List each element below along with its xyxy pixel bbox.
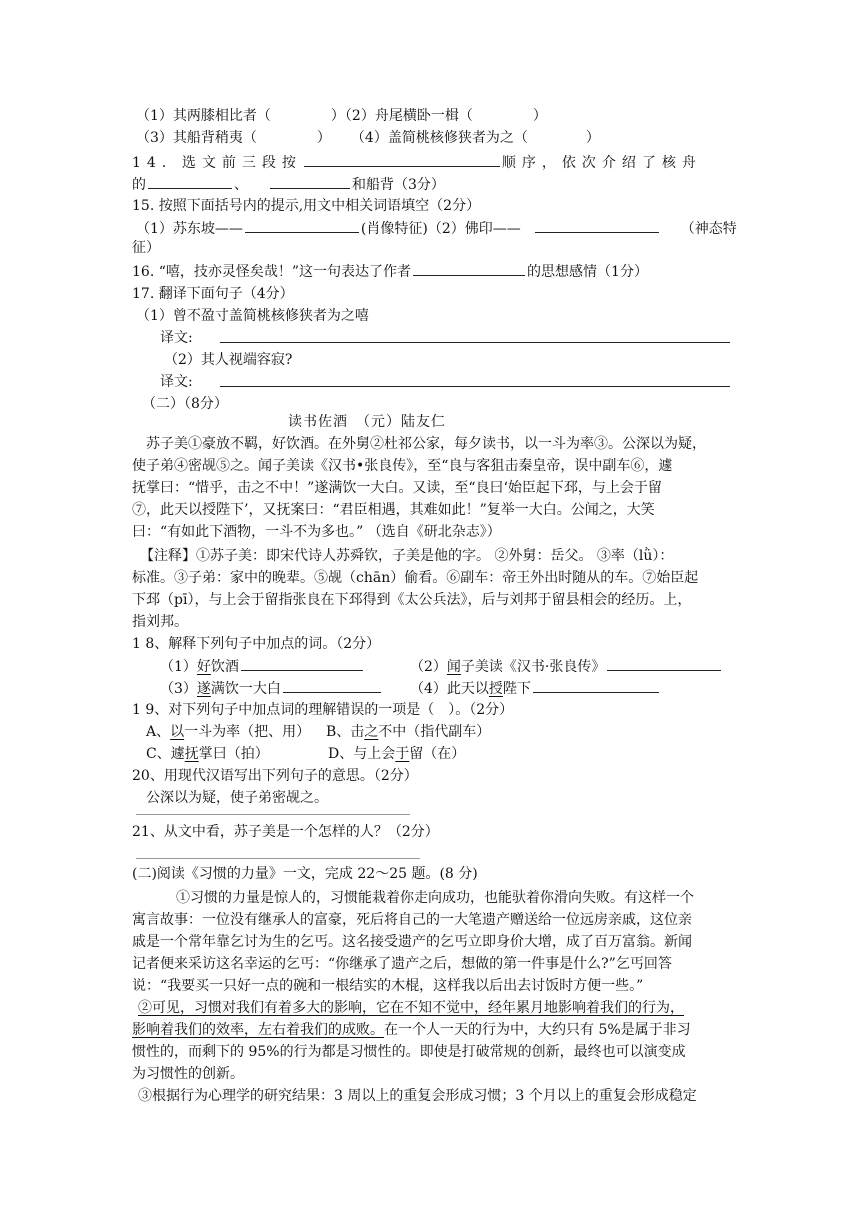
q17-sentence-1: （1）曾不盈寸盖简桃核修狭者为之嘻 — [136, 308, 369, 324]
q17-answer-line-2[interactable] — [220, 386, 730, 387]
q15-line-2: 征） — [132, 240, 160, 256]
q16: 16. “嘻，技亦灵怪矣哉！”这一句表达了作者 的思想感情（1分） — [132, 261, 648, 282]
q13-line-1: （1）其两膝相比者（ ）（2）舟尾横卧一楫（ ） — [136, 108, 547, 124]
q19-heading: 1 9、对下列句子中加点词的理解错误的一项是（ ）。（2分） — [132, 702, 514, 718]
q17-answer-line-1[interactable] — [220, 342, 730, 343]
article-line-6: ②可见，习惯对我们有着多大的影响，它在不知不觉中，经年累月地影响着我们的行为， — [138, 1000, 684, 1016]
article-line-10: ③根据行为心理学的研究结果：3 周以上的重复会形成习惯；3 个月以上的重复会形成稳定 — [138, 1088, 697, 1104]
q18-item-4: （4）此天以授陛下 — [410, 678, 661, 699]
q15-heading: 15. 按照下面括号内的提示,用文中相关词语填空（2分） — [132, 198, 481, 214]
article-line-1: ①习惯的力量是惊人的，习惯能栽着你走向成功，也能驮着你滑向失败。有这样一个 — [176, 890, 694, 906]
q17-sentence-2: （2）其人视端容寂? — [164, 352, 293, 368]
note-line-2: 标准。③子弟：家中的晚辈。⑤觇（chān）偷看。⑥副车：帝王外出时随从的车。⑦始臣起 — [132, 570, 699, 586]
article-line-4: 记者便来采访这名幸运的乞丐：“你继承了遗产之后，想做的第一件事是什么?”乞丐回答 — [132, 956, 672, 972]
article-line-5: 说：“我要买一只好一点的碗和一根结实的木棍，这样我以后出去讨饭时方便一些。” — [132, 978, 644, 994]
note-line-4: 指刘邦。 — [132, 614, 188, 630]
q17-translation-label-1: 译文: — [160, 330, 193, 346]
article-line-2: 寓言故事：一位没有继承人的富豪，死后将自己的一大笔遗产赠送给一位远房亲戚，这位亲 — [132, 912, 692, 928]
passage-title: 读书佐酒 （元）陆友仁 — [288, 414, 446, 430]
passage-line-3: 抚掌曰：“惜乎，击之不中！”遂满饮一大白。又读，至“良曰‘始臣起下邳，与上会于留 — [132, 480, 662, 496]
q21-answer-line[interactable] — [136, 858, 420, 859]
q14-blank-1[interactable] — [148, 174, 232, 189]
section-2-heading: （二）（8分） — [142, 396, 228, 412]
q19-option-a[interactable]: A、以一斗为率（把、用） — [146, 724, 311, 740]
q17-translation-label-2: 译文: — [160, 374, 193, 390]
q14-line-2: 的 、 和船背（3分） — [132, 174, 445, 195]
section-3-heading: (二)阅读《习惯的力量》一文，完成 22～25 题。(8 分) — [132, 866, 478, 882]
passage-line-4: ⑦，此天以授陛下’，又抚案曰：“君臣相遇，其难如此！”复举一大白。公闻之，大笑 — [132, 502, 655, 518]
article-line-3: 戚是一个常年靠乞讨为生的乞丐。这名接受遗产的乞丐立即身价大增，成了百万富翁。新闻 — [132, 934, 692, 950]
q19-option-b[interactable]: B、击之不中（指代副车） — [326, 724, 491, 740]
article-line-8: 惯性的，而剩下的 95%的行为都是习惯性的。即使是打破常规的创新，最终也可以演变成 — [132, 1044, 686, 1060]
article-line-9: 为习惯性的创新。 — [132, 1066, 244, 1082]
note-line-1: 【注释】①苏子美：即宋代诗人苏舜钦，子美是他的字。 ②外舅：岳父。 ③率（lǜ）： — [140, 548, 674, 564]
passage-line-1: 苏子美①豪放不羁，好饮酒。在外舅②杜祁公家，每夕读书，以一斗为率③。公深以为疑， — [146, 436, 706, 452]
q19-option-c[interactable]: C、遽抚掌曰（拍） — [146, 746, 269, 762]
q15-blank-1[interactable] — [245, 218, 359, 233]
q18-item-2: （2）闻子美读《汉书·张良传》 — [410, 656, 723, 677]
q20-heading: 20、用现代汉语写出下列句子的意思。（2分） — [132, 768, 418, 784]
q18-blank-1[interactable] — [241, 656, 363, 671]
q17-heading: 17. 翻译下面句子（4分） — [132, 286, 294, 302]
q18-item-1: （1）好饮酒 — [160, 656, 365, 677]
q18-heading: 1 8、解释下列句子中加点的词。（2分） — [132, 636, 381, 652]
q13-line-2: （3）其船背稍夷（ ） （4）盖简桃核修狭者为之（ ） — [136, 130, 600, 146]
q21-heading: 21、从文中看，苏子美是一个怎样的人？（2分） — [132, 824, 439, 840]
article-line-7: 影响着我们的效率，左右着我们的成败。在一个人一天的行为中，大约只有 5%是属于非习 — [132, 1022, 691, 1038]
q18-item-3: （3）遂满饮一大白 — [160, 678, 383, 699]
q18-blank-3[interactable] — [283, 678, 381, 693]
q20-sentence: 公深以为疑，使子弟密觇之。 — [146, 790, 328, 806]
q19-option-d[interactable]: D、与上会于留（在） — [328, 746, 466, 762]
q14-blank-2[interactable] — [270, 174, 350, 189]
passage-line-5: 曰：“有如此下酒物，一斗不为多也。” （选自《研北杂志》） — [132, 524, 501, 540]
q15-line-1: （1）苏东坡—— (肖像特征)（2）佛印—— （神态特 — [136, 218, 737, 239]
q14-blank-order[interactable] — [304, 152, 500, 167]
passage-line-2: 使子弟④密觇⑤之。闻子美读《汉书•张良传》，至“良与客狙击秦皇帝，误中副车⑥，遽 — [132, 458, 673, 474]
note-line-3: 下邳（pī），与上会于留指张良在下邳得到《太公兵法》，后与刘邦于留县相会的经历。上， — [132, 592, 692, 608]
q18-blank-4[interactable] — [533, 678, 659, 693]
q18-blank-2[interactable] — [607, 656, 721, 671]
q15-blank-2[interactable] — [535, 218, 659, 233]
q20-answer-line[interactable] — [136, 814, 410, 815]
q14-line-1: 14．选文前三段按 顺序，依次介绍了核舟 — [132, 152, 702, 173]
q16-blank[interactable] — [413, 261, 525, 276]
